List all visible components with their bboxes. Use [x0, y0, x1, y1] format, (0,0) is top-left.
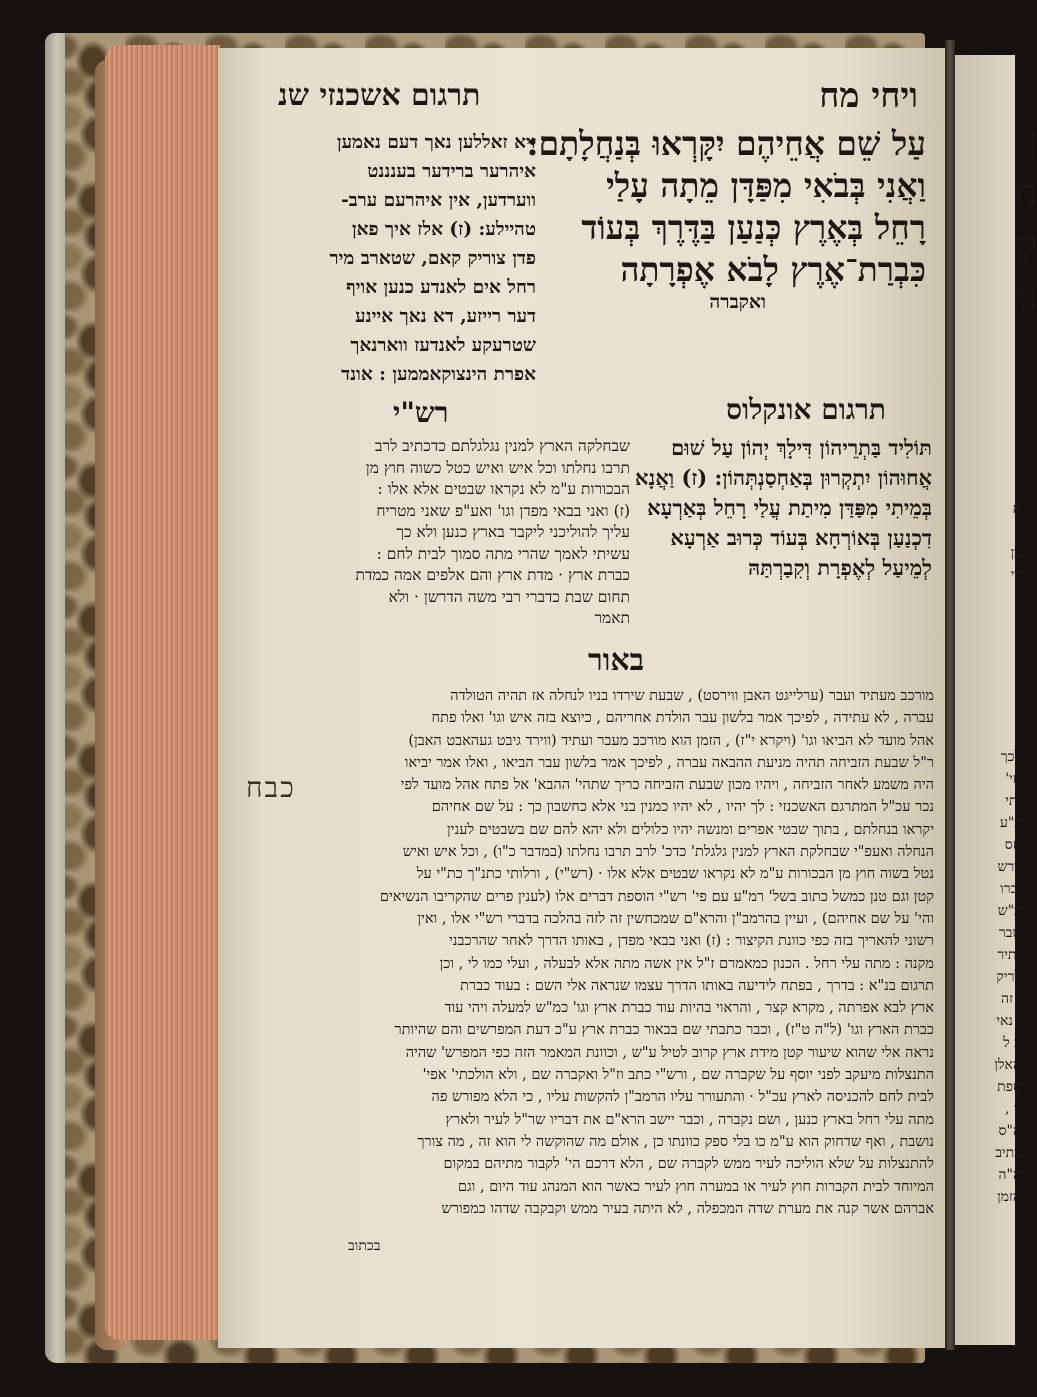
biur-line: רשוני להאריך בזה כפי כוונת הקיצור : (ז) ואני בבאי מפדן , באותו הדרך לאחר שהרכבני — [448, 933, 934, 950]
translation-line: דער רייזע, דא נאך איינע — [355, 306, 536, 327]
rashi-line: שבחלקה הארץ למנין נגלגלתם כדכתיב לרב — [375, 437, 630, 455]
translation-line: אפרת הינצוקאממען : אונד — [341, 364, 536, 385]
facing-fragment: ותי — [1005, 793, 1021, 809]
rashi-line: הבכורות ע"מ לא נקראו שבטים אלא אלו : — [377, 480, 630, 498]
facing-page-commentary — [955, 323, 1021, 1208]
facing-fragment: טבר — [998, 925, 1021, 941]
facing-page-fragment — [955, 55, 1037, 1345]
running-header-left: תרגום אשכנזי שנ — [278, 78, 481, 113]
verse-line: עַל שֵׁם אֲחֵיהֶם יִקָּרְאוּ בְּנַחֲלָתָם: — [526, 124, 926, 163]
facing-fragment: ה"ה — [998, 1167, 1021, 1183]
facing-fragment: חי' — [1005, 771, 1021, 787]
biur-line: קטן וגם טנן כמשל כתוב בשל' רמ"ע עם פי' רש"י הוספת דברים אלו (לענין פרים שהקריבו הנשיאים — [379, 888, 934, 905]
biur-line: נושבת , ואף שדחוק הוא ע"מ כו בלי ספק כוונתו כן , אולם מה שהוקשה לי הוא זה , מה צורך — [417, 1133, 934, 1150]
facing-fragment: כן — [1010, 545, 1021, 561]
translation-line: ווערדען, אין איהרעם ערב- — [341, 190, 536, 211]
biur-line: הנחלה ואעפ"י שבחלקת הארץ למנין גלגלת' כדכ' לרב תרבו נחלתו (במדבר כ"ו) , וכל איש ואיש — [402, 844, 934, 861]
book-gutter — [945, 40, 955, 1350]
translation-line: איהרער ברידער בענננט — [367, 161, 536, 182]
biur-heading: באור — [588, 643, 645, 678]
facing-fragment: ה"ס — [998, 1123, 1021, 1139]
translation-line: שטרעקע לאנדעז ווארנאך — [350, 335, 536, 356]
facing-verse-fragment: ון — [1017, 275, 1037, 319]
biur-line: אהל מועד לא הביאו וגו' (ויקרא י"ז) , הזמן הוא מורכב מעבר ועתיד (ווירד גיבט געהאבט האבן) — [408, 732, 934, 749]
biur-line: התנצלות מיעקב לפני יוסף על שקברה שם , ורש"י כתב וז"ל ואקברה שם , ולא הולכתי' אפי' — [422, 1067, 934, 1084]
biblical-verse — [506, 123, 926, 313]
rashi-heading: רש"י — [393, 396, 449, 429]
book-page — [218, 48, 946, 1348]
biur-line: היה משמע לאחר הזביחה , ויהיו מכון שבעת הזביחה כריך שתהי' ההבא' אל פתח אהל מועד לפי — [400, 777, 934, 794]
facing-verse-fragment: ן — [1027, 119, 1037, 163]
onkelos-line: תּוֹלִיד בַּתְרֵיהוֹן דִּילָךְ יְהוֹן עַל שׁוּם — [671, 435, 932, 460]
facing-fragment: וכרו — [1000, 881, 1021, 897]
rashi-line: כברת ארץ · מדת ארץ והם אלפים אמה כמדת — [355, 566, 630, 584]
rashi-text — [290, 436, 630, 630]
facing-fragment: ן זה — [1001, 991, 1021, 1007]
facing-fragment: כ"ש — [997, 903, 1021, 919]
verse-line: כִּבְרַת־אֶרֶץ לָבֹא אֶפְרָתָה — [620, 250, 926, 289]
biur-line: ארץ לבא אפרתה , מקרא קצר , והראוי בהיות עוד כברת ארץ וגו' כמ"ש למעלה ויהי עוד — [444, 1000, 934, 1017]
facing-fragment: לכך — [1000, 749, 1021, 765]
facing-fragment: חס — [1004, 837, 1021, 853]
verse-line: רָחֵל בְּאֶרֶץ כְּנַעַן בַּדֶּרֶךְ בְּעוֹד — [581, 208, 926, 247]
biur-line: המיוחד לבית הקברות חוץ לעיר או במערה חוץ לעיר כאשר הוא המנהג עוד היום , וגם — [457, 1178, 934, 1195]
rashi-line: עשיתי לאמך שהרי מתה סמוך לבית לחם : — [376, 544, 630, 563]
biur-line: לבית לחם להכניסה לארץ עכ"ל · והתעורר עליו הרמב"ן להקשות עליו , כי הלא מפורש פה — [431, 1089, 934, 1106]
ashkenazi-translation — [276, 128, 536, 389]
facing-fragment: הזמן — [997, 1189, 1021, 1205]
facing-fragment: כ ל — [1003, 1035, 1021, 1051]
facing-fragment: ון , — [1004, 1101, 1021, 1117]
translation-line: רחל אים לאנדע כנען אויף — [346, 277, 536, 298]
facing-fragment: נתיר — [997, 947, 1021, 963]
biur-line: להתנצלות על שלא הוליכה לעיר ממש לקברה שם , הלא דרכם הי' לקבור מתיהם במקום — [443, 1156, 934, 1173]
verse-line: וַאֲנִי בְּבֹאִי מִפַּדָּן מֵתָה עָלַי — [606, 166, 926, 205]
facing-fragment: ו — [1017, 523, 1021, 539]
margin-note: כבח — [246, 771, 296, 804]
facing-page-verse — [955, 55, 1037, 323]
translation-line: פדן צוריק קאם, שטארב מיר — [329, 248, 536, 269]
facing-fragment: האלן — [994, 1057, 1021, 1073]
biur-line: נראה אלי שהוא שיעור קטן מידת ארץ קרוב לטיל ע"ש , וכוונת המאמר הזה כפי המפרש' שהיה — [405, 1044, 934, 1061]
facing-fragment: לריק — [996, 969, 1021, 985]
facing-fragment: ספת — [997, 1079, 1021, 1095]
facing-fragment: דרש — [997, 859, 1021, 875]
rashi-line: (ז) ואני בבאי מפדן וגו' ואע"פ שאני מטריח — [376, 501, 630, 520]
onkelos-text — [602, 433, 932, 583]
rashi-line: עליך להוליכני ליקבר בארץ כנען ולא כך — [396, 523, 630, 541]
catchword: בכתוב — [348, 1238, 381, 1254]
onkelos-line: לְמֵיעַל לְאֶפְרָת וְקִבַרְתַּהּ — [748, 555, 932, 580]
onkelos-heading: תרגום אונקלוס — [726, 393, 886, 426]
facing-fragment: ב"ע — [999, 815, 1021, 831]
translation-line: טהיילע: (ז) אלז איך פאן — [351, 219, 536, 240]
onkelos-line: דִכְנַעַן בְּאוֹרְחָא בְּעוֹד כְּרוּב אַרְעָא — [670, 525, 932, 550]
onkelos-line: אֲחוּהוֹן יִתְקְרוּן בְּאַחְסַנְתְּהוֹן: (ז) וַאֲנָא — [635, 465, 932, 490]
facing-fragment: ו נאי — [996, 1013, 1021, 1029]
biur-line: נטל בשוה חוץ מן הבכורות ע"מ לא נקראו שבטים אלא אלו · (רש"י) , ורלותי כתנ"ך כת"י על — [416, 866, 934, 883]
facing-verse-fragment: ה — [1015, 171, 1037, 215]
facing-fragment: די — [1010, 567, 1021, 583]
biur-line: והי' על שם אחיהם) , ועיין בהרמב"ן והרא"ם שמכחשין זה לזה בהלכה בדברי רש"י אלו , ואין — [417, 910, 934, 927]
translation-line: זיא זאללען נאך דעם נאמען — [336, 132, 536, 153]
facing-fragment: א — [1012, 501, 1021, 517]
biur-line: נכר עכ"ל המתרגם האשכנזי : לך יהיו , לא יהיו כמנין בני אלא כחשבון כך : על שם אחיהם — [431, 799, 934, 816]
biur-line: יקראו בנחלתם , בתוך שבטי אפרים ומנשה יהיו כלולים ולא יהא להם שם בשבטים לענין — [446, 821, 934, 838]
biur-commentary — [304, 685, 934, 1220]
rashi-line: תרבו נחלתו וכל איש ואיש כטל כשוה חוץ מן — [365, 458, 630, 477]
facing-fragment: כתיב — [995, 1145, 1021, 1161]
onkelos-line: בְּמֵיתִי מִפַּדַּן מִיתַת עֲלַי רָחֵל בְּאַרְעָא — [647, 495, 932, 520]
biur-line: כברת הארץ וגו' (ל"ה ט"ז) , וכבר כתבתי שם בבאור כברת ארץ ע"כ דעת המפרשים והם שהיותר — [394, 1022, 934, 1039]
biur-line: אברהם אשר קנה את מערת שדה המכפלה , לא היתה בעיר ממש וקבקבה שדהו כמפורש — [441, 1200, 934, 1217]
rashi-line: תאמר — [594, 609, 630, 627]
biur-line: מתה עלי רחל בארץ כנען , ושם נקברה , וכבר יישב הרא"ם את דבריו שר"ל לעיר ולארץ — [445, 1111, 934, 1128]
biur-line: ר"ל שבעת הזביחה תהיה מניעת ההבאה עברה , לפיכך אמר בלשון עבר הביאו , ואלו אמר יביאו — [404, 754, 934, 771]
biur-line: מורכב מעתיד ועבר (ערלייגט האבן ווירסט) , שבעת שירדו בניו לנחלה אז תהיה הטולדה — [450, 688, 934, 704]
verse-ketiv-note: ואקברה — [709, 291, 766, 313]
facing-verse-fragment: ק — [1016, 223, 1037, 267]
running-header-right: ויחי מח — [819, 76, 918, 116]
biur-line: תרגום בנ"א : בדרך , בפתח לידיעה באותו הדרך עצמו שנראה אלי השם : בעוד כברת — [460, 977, 934, 994]
biur-line: עברה , לא עתידה , לפיכך אמר בלשון עבר הולדת אחריהם , כיוצא בזה איש וגו' ואלו פתח — [431, 710, 934, 727]
page-edges — [105, 45, 220, 1340]
cover-edge — [45, 33, 65, 1363]
biur-line: מקנה : מתה עלי רחל . הכנון כמאמרם ז"ל אין אשה מתה אלא לבעלה , ועלי כמו לי , וכן — [439, 955, 934, 972]
rashi-line: תחום שבת כדברי רבי משה הדרשן · ולא — [388, 587, 630, 606]
